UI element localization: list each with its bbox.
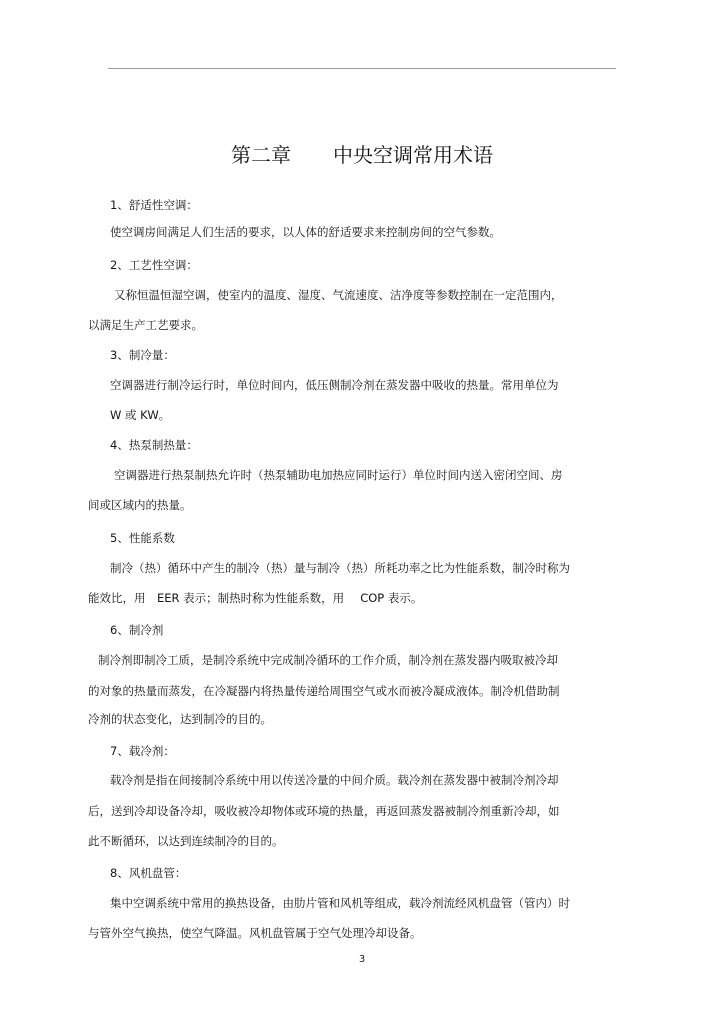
page-number: 3 <box>358 954 366 965</box>
section-heading-1: 1、舒适性空调： <box>110 198 198 212</box>
section-heading-3: 3、制冷量： <box>110 348 175 362</box>
section-heading-7: 7、载冷剂： <box>110 744 175 758</box>
section-heading-6: 6、制冷剂 <box>110 623 164 637</box>
section-text-2-line-2: 以满足生产工艺要求。 <box>88 318 203 332</box>
section-heading-4: 4、热泵制热量： <box>110 438 198 452</box>
section-text-5-line-2-part-b: COP 表示。 <box>360 591 423 605</box>
section-text-6-line-2: 的对象的热量而蒸发，在冷凝器内将热量传递给周围空气或水而被冷凝成液体。制冷机借助制 <box>88 684 560 698</box>
section-text-2-line-1: 又称恒温恒湿空调，使室内的温度、湿度、气流速度、洁净度等参数控制在一定范围内， <box>114 288 563 302</box>
section-text-5-line-2-part-a: 能效比，用 EER 表示；制热时称为性能系数，用 <box>88 591 345 605</box>
chapter-title <box>0 142 724 168</box>
section-text-8-line-1: 集中空调系统中常用的换热设备，由肋片管和风机等组成，载冷剂流经风机盘管（管内）时 <box>110 896 570 910</box>
section-text-4-line-2: 间或区域内的热量。 <box>88 498 192 512</box>
section-text-3-line-2: W 或 KW。 <box>110 408 171 422</box>
section-text-7-line-2: 后，送到冷却设备冷却，吸收被冷却物体或环境的热量，再返回蒸发器被制冷剂重新冷却，如 <box>88 804 560 818</box>
section-text-7-line-1: 载冷剂是指在间接制冷系统中用以传送冷量的中间介质。载冷剂在蒸发器中被制冷剂冷却 <box>110 773 559 787</box>
section-text-5-line-2 <box>88 590 422 606</box>
section-text-1-line-1: 使空调房间满足人们生活的要求，以人体的舒适要求来控制房间的空气参数。 <box>110 225 501 239</box>
section-text-3-line-1: 空调器进行制冷运行时，单位时间内，低压侧制冷剂在蒸发器中吸收的热量。常用单位为 <box>110 378 559 392</box>
section-heading-8: 8、风机盘管： <box>110 866 187 880</box>
section-text-7-line-3: 此不断循环，以达到连续制冷的目的。 <box>88 834 284 848</box>
section-text-6-line-3: 冷剂的状态变化，达到制冷的目的。 <box>88 712 272 726</box>
section-text-8-line-2: 与管外空气换热，使空气降温。风机盘管属于空气处理冷却设备。 <box>88 926 422 940</box>
section-heading-5: 5、性能系数 <box>110 531 175 545</box>
section-text-5-line-1: 制冷（热）循环中产生的制冷（热）量与制冷（热）所耗功率之比为性能系数，制冷时称为 <box>110 561 570 575</box>
chapter-number: 第二章 <box>231 143 291 167</box>
section-heading-2: 2、工艺性空调： <box>110 258 198 272</box>
chapter-title-text: 中央空调常用术语 <box>333 143 493 167</box>
header-rule <box>108 68 616 69</box>
section-text-4-line-1: 空调器进行热泵制热允许时（热泵辅助电加热应同时运行）单位时间内送入密闭空间、房 <box>114 468 563 482</box>
section-text-6-line-1: 制冷剂即制冷工质，是制冷系统中完成制冷循环的工作介质，制冷剂在蒸发器内吸取被冷却 <box>98 653 558 667</box>
